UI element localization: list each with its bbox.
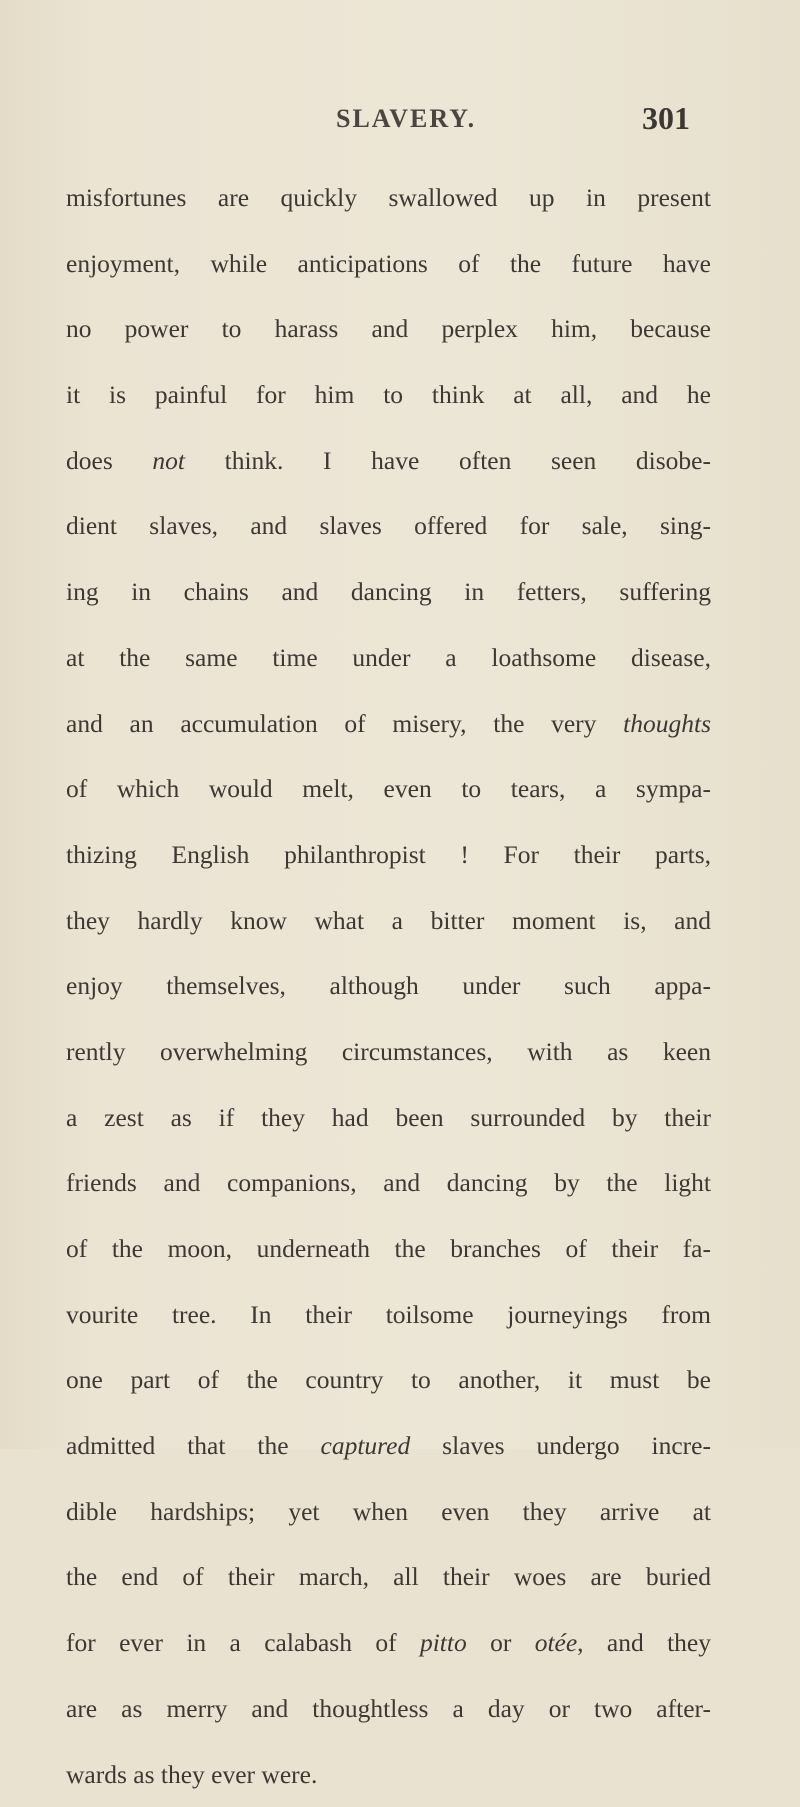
text-line: wards as they ever were. [66, 1742, 711, 1807]
text-line: a zest as if they had been surrounded by their [66, 1085, 711, 1151]
text-line: ing in chains and dancing in fetters, suffering [66, 559, 711, 625]
text-line: rently overwhelming circumstances, with as keen [66, 1019, 711, 1085]
body-text [66, 165, 711, 1807]
text-line: thizing English philanthropist ! For their parts, [66, 822, 711, 888]
text-line: at the same time under a loathsome disease, [66, 625, 711, 691]
text-line: vourite tree. In their toilsome journeyings from [66, 1282, 711, 1348]
text-line: admitted that the captured slaves undergo incre- [66, 1413, 711, 1479]
italic-word: not [152, 446, 185, 475]
italic-word: pitto [420, 1628, 467, 1657]
text-line: and an accumulation of misery, the very thoughts [66, 691, 711, 757]
text-line: they hardly know what a bitter moment is, and [66, 888, 711, 954]
italic-word: otée [535, 1628, 577, 1657]
text-line: enjoy themselves, although under such appa- [66, 953, 711, 1019]
page-number: 301 [642, 100, 690, 137]
text-line: enjoyment, while anticipations of the future have [66, 231, 711, 297]
text-line: misfortunes are quickly swallowed up in present [66, 165, 711, 231]
running-title: SLAVERY. [336, 104, 476, 134]
text-line: for ever in a calabash of pitto or otée, and they [66, 1610, 711, 1676]
page-header [0, 104, 800, 156]
text-line: one part of the country to another, it must be [66, 1347, 711, 1413]
text-line: dible hardships; yet when even they arrive at [66, 1479, 711, 1545]
text-line: no power to harass and perplex him, because [66, 296, 711, 362]
italic-word: captured [321, 1431, 411, 1460]
text-line: it is painful for him to think at all, and he [66, 362, 711, 428]
text-line: friends and companions, and dancing by the light [66, 1150, 711, 1216]
text-line: are as merry and thoughtless a day or two after- [66, 1676, 711, 1742]
text-line: of the moon, underneath the branches of their fa- [66, 1216, 711, 1282]
text-line: does not think. I have often seen disobe- [66, 428, 711, 494]
text-line: of which would melt, even to tears, a sympa- [66, 756, 711, 822]
text-line: dient slaves, and slaves offered for sale, sing- [66, 493, 711, 559]
italic-word: thoughts [623, 709, 711, 738]
text-line: the end of their march, all their woes are buried [66, 1544, 711, 1610]
